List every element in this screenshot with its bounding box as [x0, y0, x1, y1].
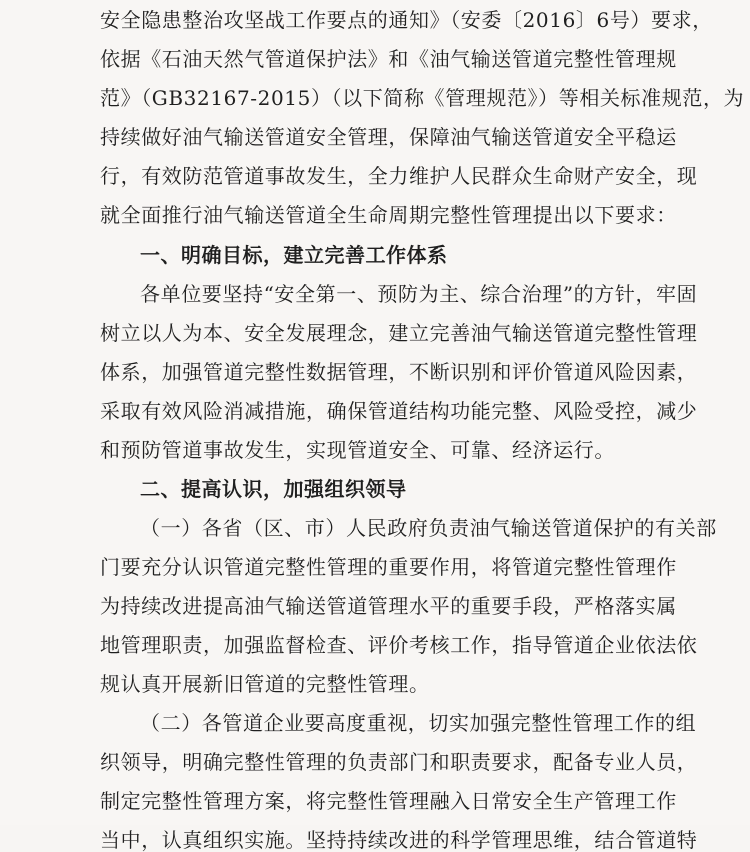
- text-line: 和预防管道事故发生，实现管道安全、可靠、经济运行。: [100, 438, 615, 462]
- text-line: 制定完整性管理方案，将完整性管理融入日常安全生产管理工作: [100, 789, 677, 813]
- text-line: 为持续改进提高油气输送管道管理水平的重要手段，严格落实属: [100, 594, 677, 618]
- text-line: （二）各管道企业要高度重视，切实加强完整性管理工作的组: [140, 711, 697, 735]
- text-line: 行，有效防范管道事故发生，全力维护人民群众生命财产安全，现: [100, 164, 698, 188]
- text-line: 织领导，明确完整性管理的负责部门和职责要求，配备专业人员，: [100, 750, 698, 774]
- text-line: 持续做好油气输送管道安全管理，保障油气输送管道安全平稳运: [100, 125, 677, 149]
- text-line: 树立以人为本、安全发展理念，建立完善油气输送管道完整性管理: [100, 321, 698, 345]
- text-line: 体系，加强管道完整性数据管理，不断识别和评价管道风险因素，: [100, 360, 698, 384]
- text-line: 范》（GB32167-2015）（以下简称《管理规范》）等相关标准规范，为: [100, 86, 745, 110]
- text-line: 安全隐患整治攻坚战工作要点的通知》（安委〔2016〕6号）要求，: [100, 8, 713, 32]
- text-line: （一）各省（区、市）人民政府负责油气输送管道保护的有关部: [140, 516, 717, 540]
- text-line: 地管理职责，加强监督检查、评价考核工作，指导管道企业依法依: [100, 633, 698, 657]
- text-line: 规认真开展新旧管道的完整性管理。: [100, 672, 430, 696]
- section-heading: 二、提高认识，加强组织领导: [140, 477, 407, 501]
- text-line: 各单位要坚持“安全第一、预防为主、综合治理”的方针，牢固: [140, 282, 698, 306]
- text-line: 就全面推行油气输送管道全生命周期完整性管理提出以下要求：: [100, 203, 677, 227]
- section-heading: 一、明确目标，建立完善工作体系: [140, 243, 448, 267]
- text-line: 门要充分认识管道完整性管理的重要作用，将管道完整性管理作: [100, 555, 677, 579]
- text-line: 当中，认真组织实施。坚持持续改进的科学管理思维，结合管道特: [100, 828, 698, 852]
- text-line: 采取有效风险消减措施，确保管道结构功能完整、风险受控，减少: [100, 399, 698, 423]
- text-line: 依据《石油天然气管道保护法》和《油气输送管道完整性管理规: [100, 47, 677, 71]
